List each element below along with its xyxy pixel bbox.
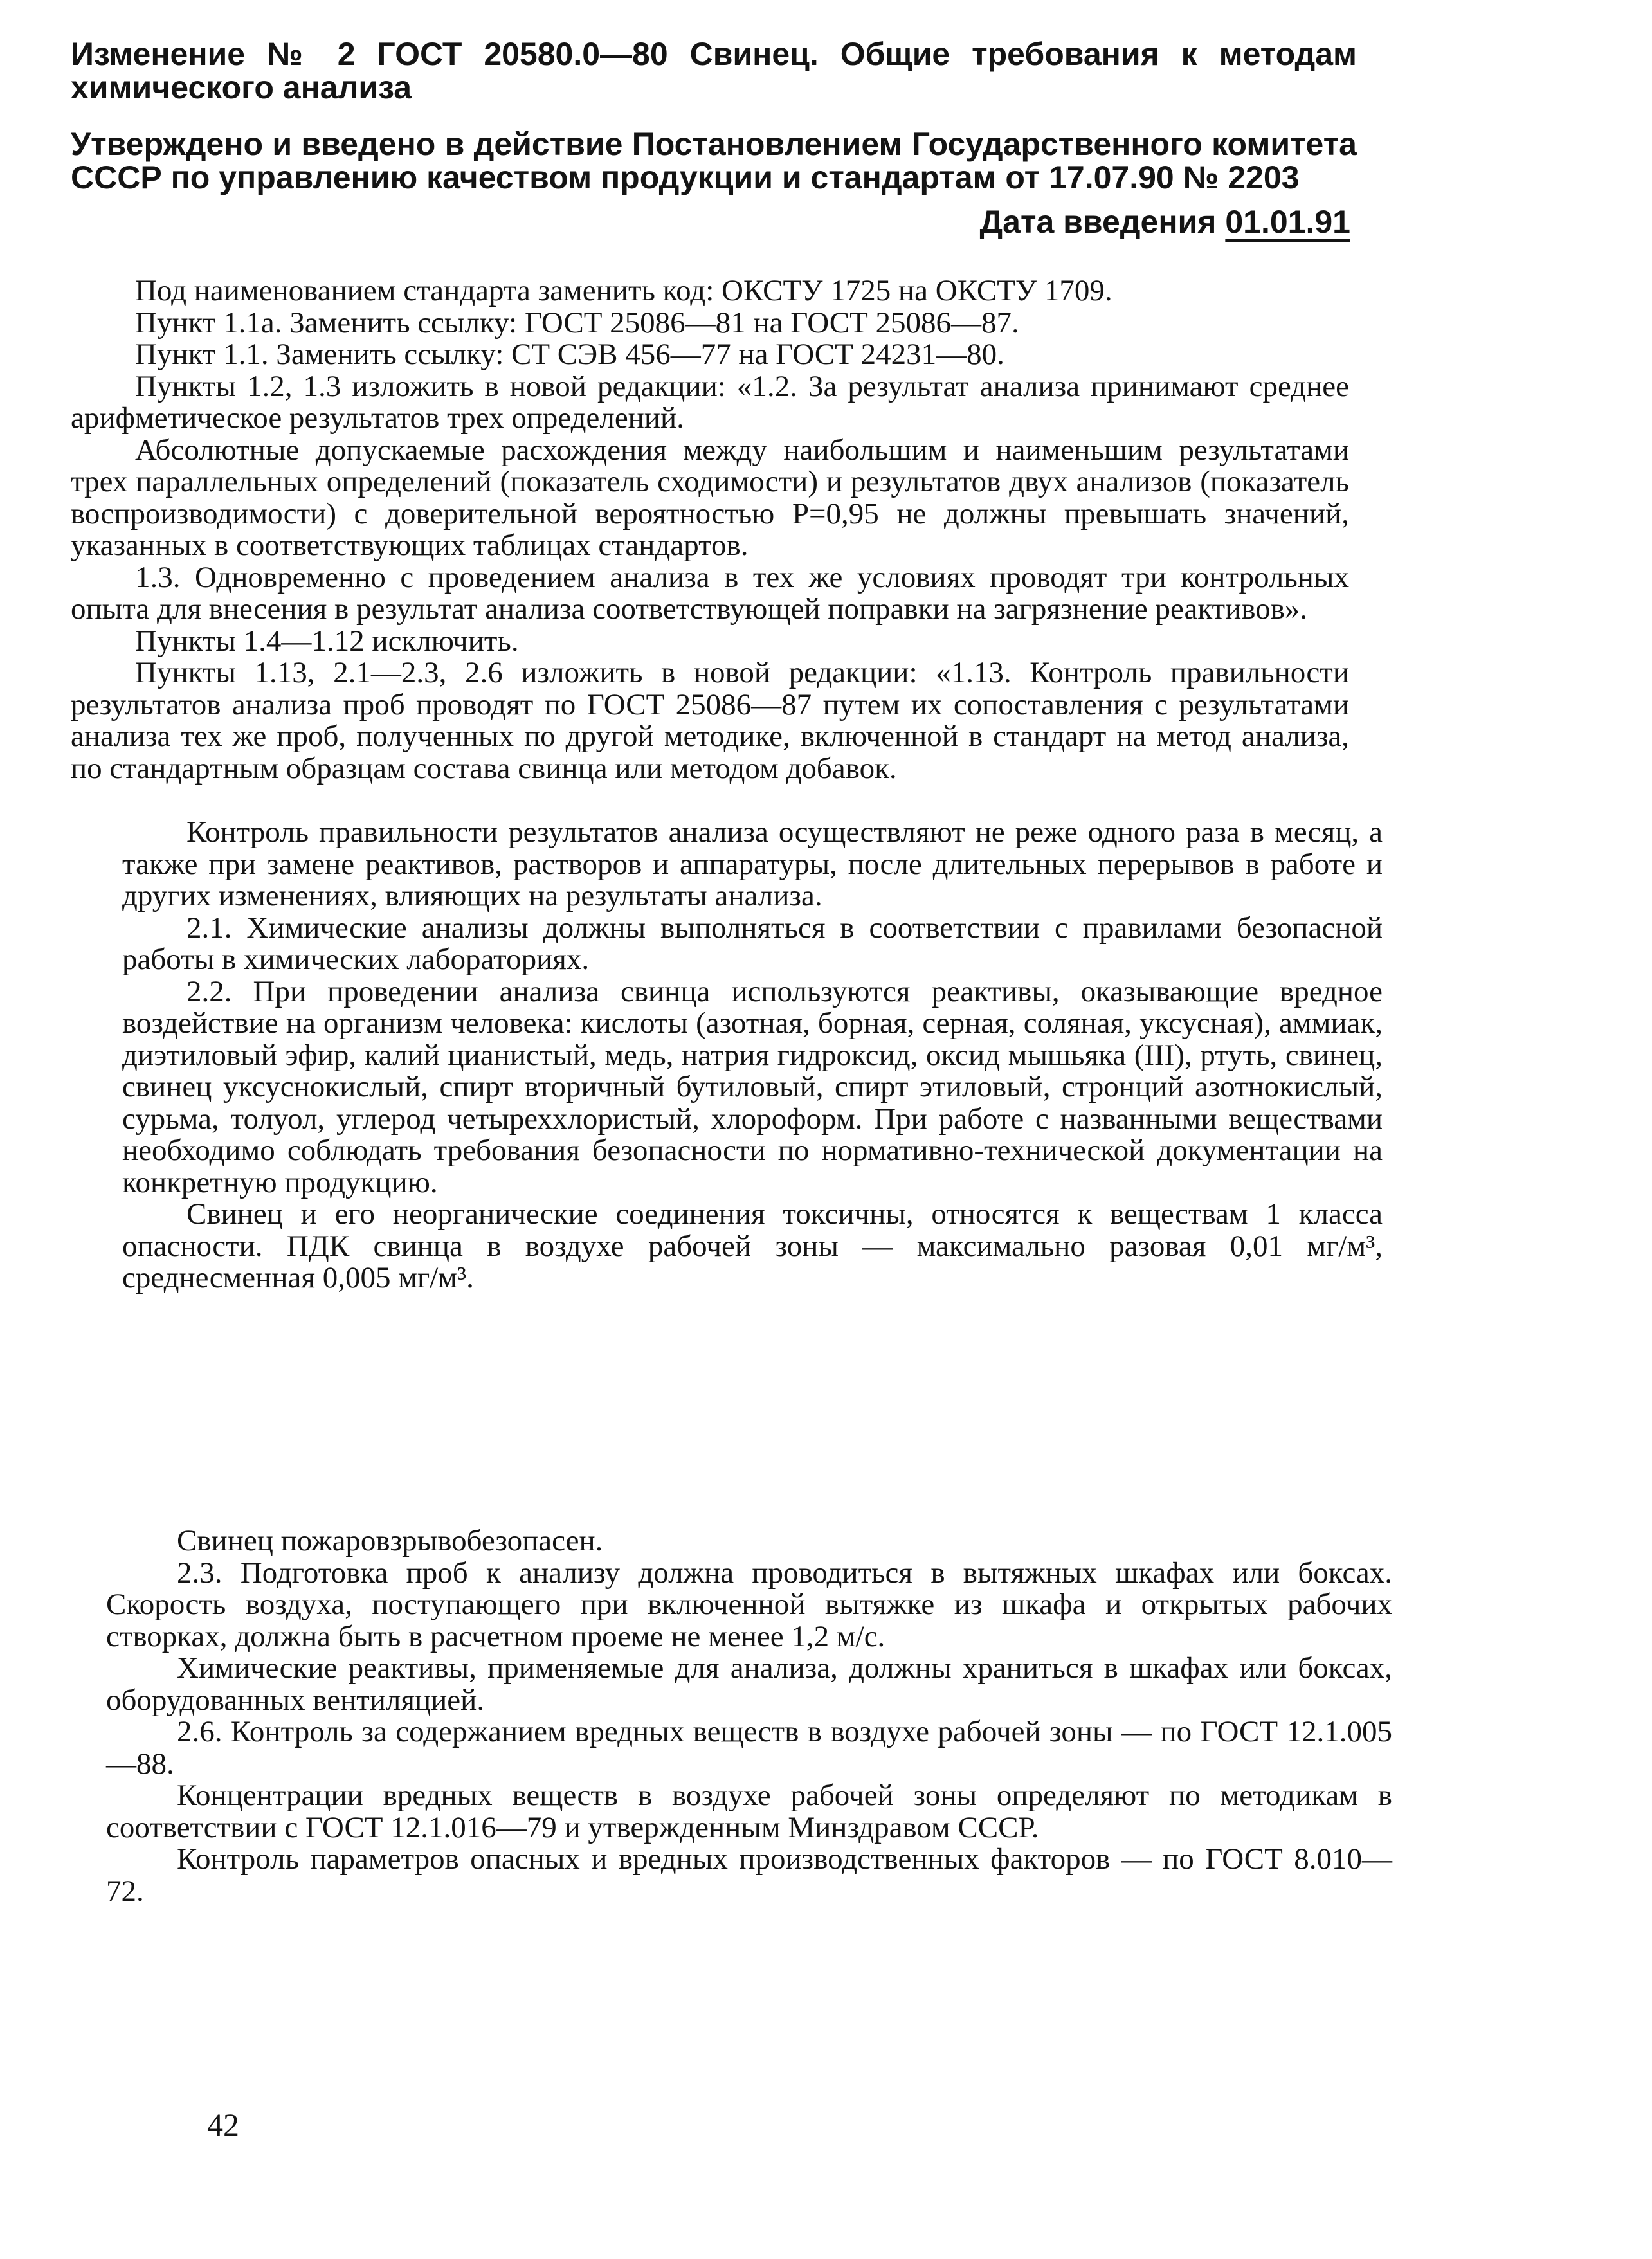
paragraph: Контроль параметров опасных и вредных производственных факторов — по ГОСТ 8.010—72. <box>106 1842 1392 1908</box>
paragraph: Концентрации вредных веществ в воздухе рабочей зоны определяют по методикам в соответствии с ГОСТ 12.1.016—79 и утвержденным Минздравом СССР. <box>106 1779 1392 1844</box>
paragraph: Контроль правильности результатов анализа осуществляют не реже одного раза в месяц, а также при замене реактивов, растворов и аппаратуры, после длительных перерывов в работе и других изменениях, влияющих на результаты анализа. <box>122 815 1383 912</box>
text-block-bottom <box>106 1525 1392 1907</box>
text-block-top <box>71 275 1349 785</box>
text-block-middle <box>122 817 1383 1294</box>
paragraph: 2.3. Подготовка проб к анализу должна проводиться в вытяжных шкафах или боксах. Скорость воздуха, поступающего при включенной вытяжке из шкафа и открытых рабочих створках, должна быть в расчетном проеме не менее 1,2 м/с. <box>106 1556 1392 1653</box>
paragraph: Пункт 1.1. Заменить ссылку: СТ СЭВ 456—77 на ГОСТ 24231—80. <box>135 338 1004 371</box>
paragraph: Свинец пожаровзрывобезопасен. <box>177 1524 603 1557</box>
paragraph: Абсолютные допускаемые расхождения между наибольшим и наименьшим результатами трех параллельных определений (показатель сходимости) и результатов двух анализов (показатель воспроизводимости) с доверительной вероятностью P=0,95 не должны превышать значений, указанных в соответствующих таблицах стандартов. <box>71 433 1349 562</box>
amendment-title: Изменение № 2 ГОСТ 20580.0—80 Свинец. Общие требования к методам химического анализа <box>71 36 1357 105</box>
paragraph: Свинец и его неорганические соединения токсичны, относятся к веществам 1 класса опасности. ПДК свинца в воздухе рабочей зоны — максимально разовая 0,01 мг/м³, среднесменная 0,005 мг/м³. <box>122 1197 1383 1294</box>
paragraph: Пункты 1.2, 1.3 изложить в новой редакции: «1.2. За результат анализа принимают среднее арифметическое результатов трех определений. <box>71 369 1349 435</box>
paragraph: Пункты 1.4—1.12 исключить. <box>135 624 519 658</box>
effective-date-value: 01.01.91 <box>1225 204 1350 240</box>
paragraph: 2.2. При проведении анализа свинца используются реактивы, оказывающие вредное воздействие на организм человека: кислоты (азотная, борная, серная, соляная, уксусная), аммиак, диэтиловый эфир, калий цианистый, медь, натрия гидроксид, оксид мышьяка (III), ртуть, свинец, свинец уксуснокислый, спирт вторичный бутиловый, спирт этиловый, стронций азотнокислый, сурьма, толуол, углерод четыреххлористый, хлороформ. При работе с названными веществами необходимо соблюдать требования безопасности по нормативно-технической документации на конкретную продукцию. <box>122 974 1383 1199</box>
paragraph: Химические реактивы, применяемые для анализа, должны храниться в шкафах или боксах, оборудованных вентиляцией. <box>106 1651 1392 1717</box>
paragraph: 2.6. Контроль за содержанием вредных веществ в воздухе рабочей зоны — по ГОСТ 12.1.005—88. <box>106 1715 1392 1781</box>
effective-date-line <box>772 204 1350 239</box>
paragraph: 1.3. Одновременно с проведением анализа в тех же условиях проводят три контрольных опыта для внесения в результат анализа соответствующей поправки на загрязнение реактивов». <box>71 560 1349 626</box>
paragraph: Пункты 1.13, 2.1—2.3, 2.6 изложить в новой редакции: «1.13. Контроль правильности результатов анализа проб проводят по ГОСТ 25086—87 путем их сопоставления с результатами анализа тех же проб, полученных по другой методике, включенной в стандарт на метод анализа, по стандартным образцам состава свинца или методом добавок. <box>71 656 1349 785</box>
page-number: 42 <box>207 2107 239 2143</box>
paragraph: Под наименованием стандарта заменить код: ОКСТУ 1725 на ОКСТУ 1709. <box>135 274 1112 307</box>
paragraph: 2.1. Химические анализы должны выполняться в соответствии с правилами безопасной работы в химических лабораториях. <box>122 911 1383 976</box>
paragraph: Пункт 1.1а. Заменить ссылку: ГОСТ 25086—81 на ГОСТ 25086—87. <box>135 305 1019 340</box>
effective-date-label: Дата введения <box>979 204 1217 240</box>
approval-statement: Утверждено и введено в действие Постановлением Государственного комитета СССР по управлению качеством продукции и стандартам от 17.07.90 № 2203 <box>71 126 1357 195</box>
